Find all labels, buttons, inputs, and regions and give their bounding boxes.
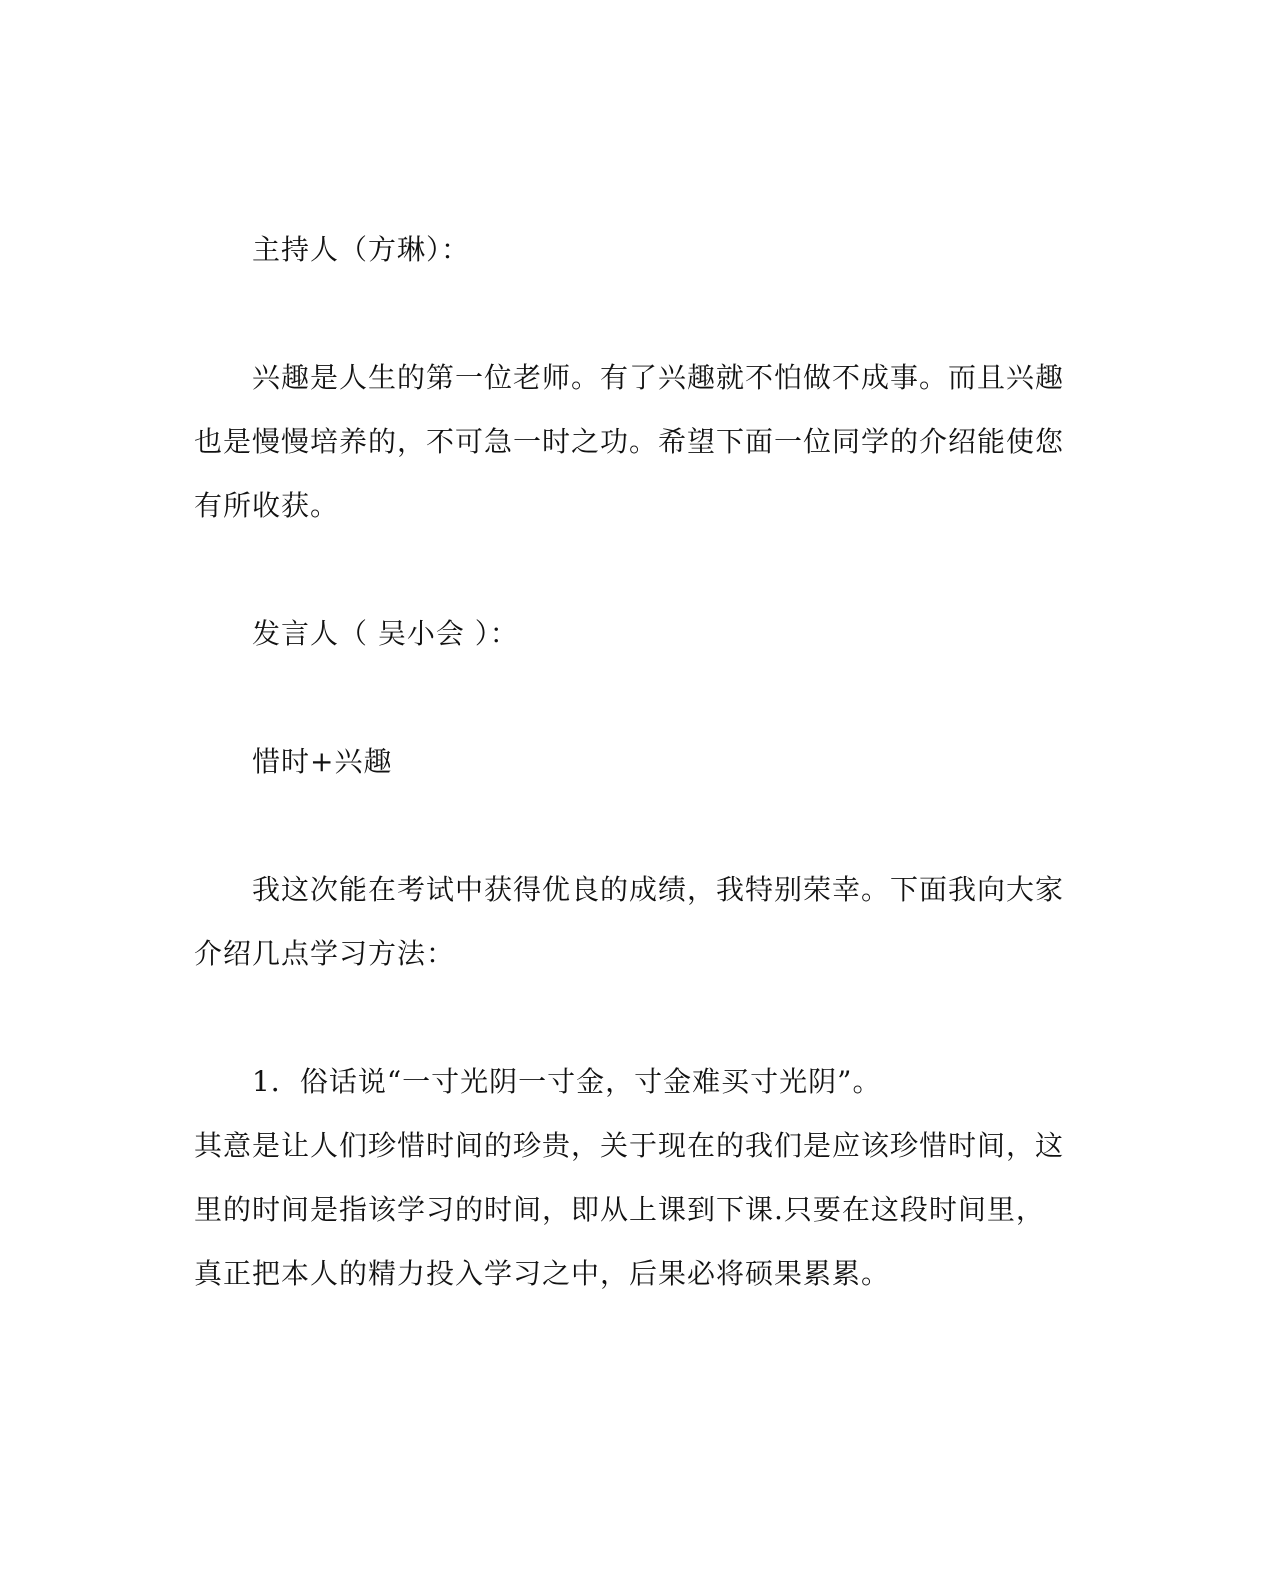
intro-paragraph-line: 介绍几点学习方法：	[194, 937, 456, 970]
host-paragraph-line: 也是慢慢培养的，不可急一时之功。希望下面一位同学的介绍能使您	[194, 425, 1065, 458]
host-paragraph-line: 兴趣是人生的第一位老师。有了兴趣就不怕做不成事。而且兴趣	[252, 361, 1065, 394]
point-one-line: 里的时间是指该学习的时间，即从上课到下课.只要在这段时间里，	[194, 1193, 1045, 1226]
speech-title: 惜时+兴趣	[252, 745, 393, 778]
host-label: 主持人（方琳）：	[252, 233, 471, 266]
speaker-label: 发言人（ 吴小会 ）：	[252, 617, 519, 650]
host-paragraph-line: 有所收获。	[194, 489, 340, 522]
point-one-line: 1．俗话说“一寸光阴一寸金，寸金难买寸光阴”。	[252, 1065, 882, 1098]
point-one-line: 其意是让人们珍惜时间的珍贵，关于现在的我们是应该珍惜时间，这	[194, 1129, 1065, 1162]
intro-paragraph-line: 我这次能在考试中获得优良的成绩，我特别荣幸。下面我向大家	[252, 873, 1065, 906]
point-one-line: 真正把本人的精力投入学习之中，后果必将硕果累累。	[194, 1257, 891, 1290]
